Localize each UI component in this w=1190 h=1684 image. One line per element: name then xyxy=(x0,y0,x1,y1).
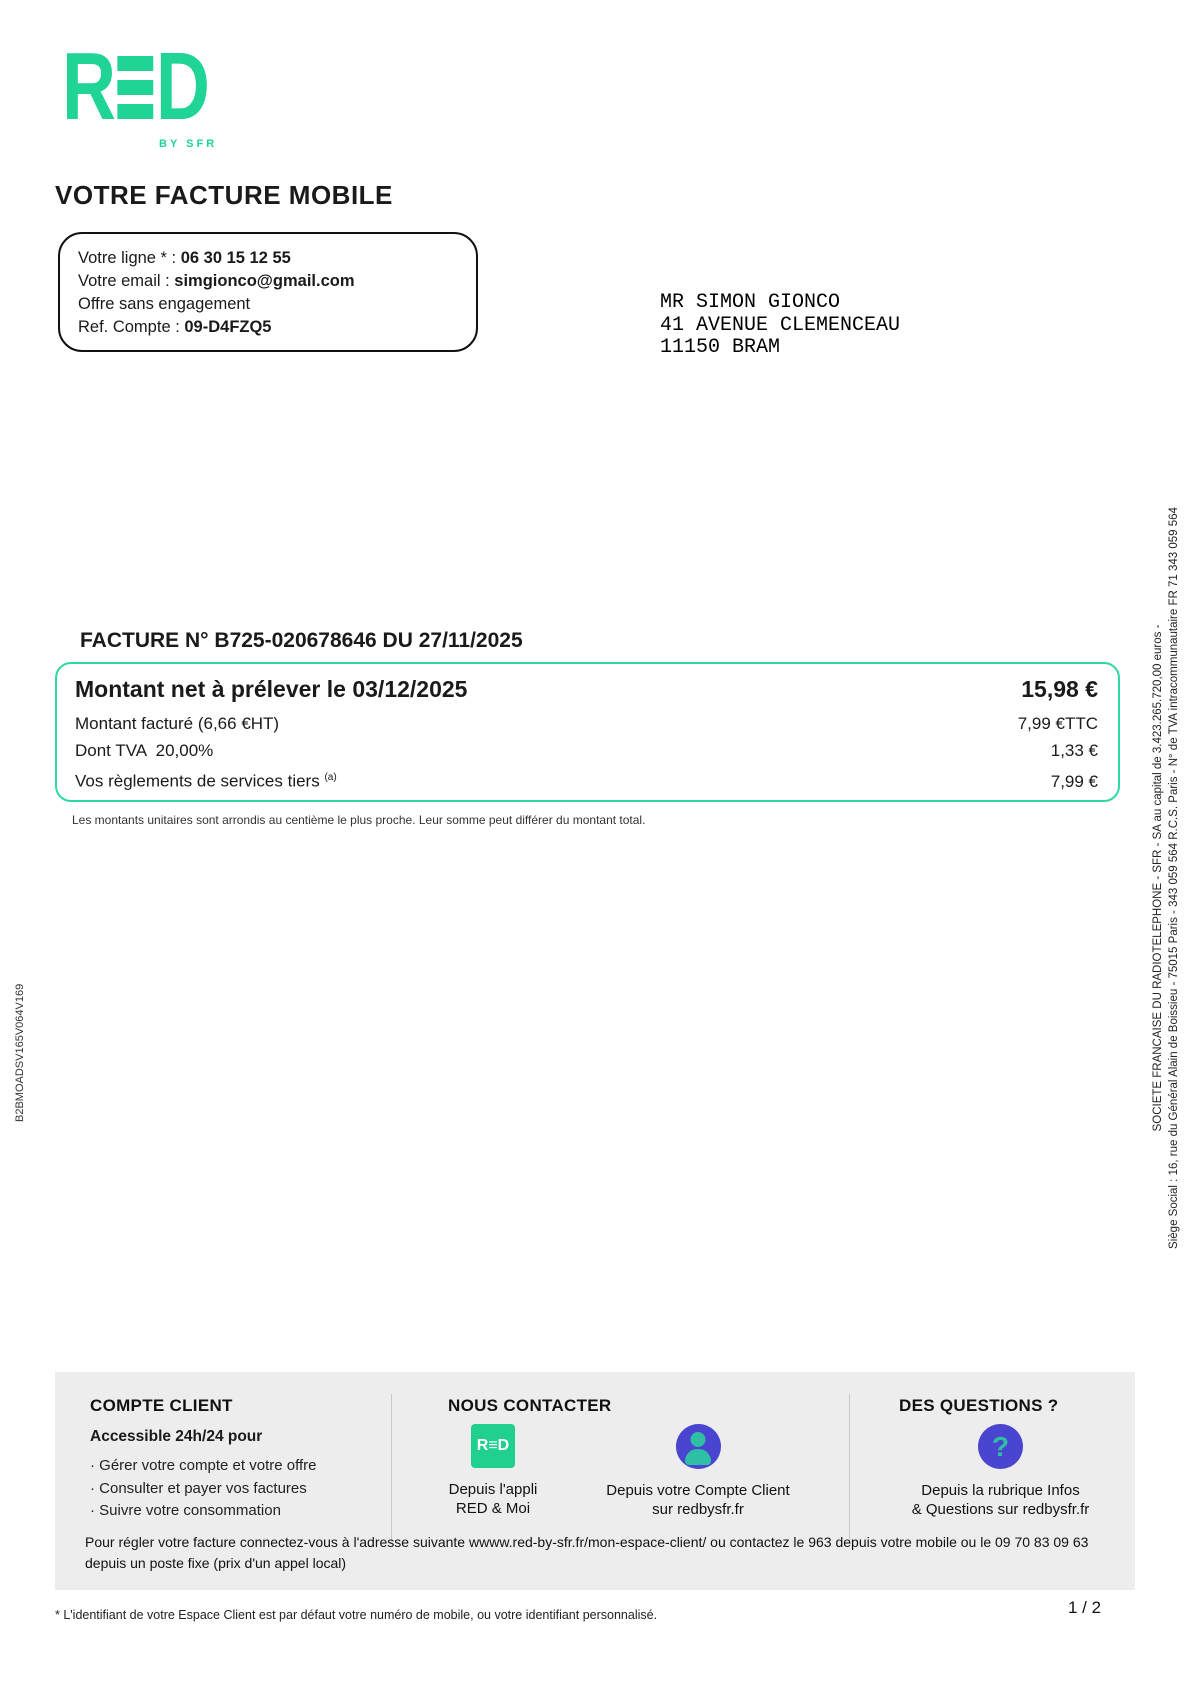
red-by-sfr-logo xyxy=(62,33,248,150)
footer-divider-2 xyxy=(849,1394,850,1542)
logo-e-bars-icon xyxy=(118,56,154,119)
question-mark-icon: ? xyxy=(978,1424,1023,1469)
footer-app-group xyxy=(413,1424,573,1518)
rounding-note: Les montants unitaires sont arrondis au centième le plus proche. Leur somme peut différer du montant total. xyxy=(72,813,646,827)
red-app-icon-glyph: R≡D xyxy=(476,1437,510,1454)
amount-row-vat: Dont TVA 20,00% 1,33 € xyxy=(75,737,1098,764)
footer-bullet-manage: · Gérer votre compte et votre offre xyxy=(90,1457,317,1474)
customer-email-value: simgionco@gmail.com xyxy=(174,272,355,290)
footer-account-column xyxy=(90,1428,390,1523)
recipient-name: MR SIMON GIONCO xyxy=(660,291,841,314)
amount-row-invoiced: Montant facturé (6,66 €HT) 7,99 €TTC xyxy=(75,710,1098,737)
customer-phone-value: 06 30 15 12 55 xyxy=(180,249,291,267)
footer-questions-group xyxy=(893,1424,1108,1519)
legal-line-2: Siège Social : 16, rue du Général Alain de Boissieu - 75015 Paris - 343 059 564 R.C.S. Paris - N° de TVA intracommunautaire FR 71 343 059 564 xyxy=(1167,507,1180,1249)
customer-line-email: Votre email : simgionco@gmail.com xyxy=(78,272,355,290)
print-code-vertical: B2BMOADSV165V064V169 xyxy=(14,983,26,1122)
amount-title-row xyxy=(75,676,1098,703)
logo-word xyxy=(62,33,207,140)
customer-line-account-ref: Ref. Compte : 09-D4FZQ5 xyxy=(78,318,272,336)
recipient-city: 11150 BRAM xyxy=(660,336,781,359)
footer-help-panel xyxy=(55,1372,1135,1590)
amount-row-third-party: Vos règlements de services tiers $^{(a)}$ 7,99 € xyxy=(75,764,1098,795)
amount-box-title: Montant net à prélever le 03/12/2025 xyxy=(75,676,468,702)
logo-letter-r: R xyxy=(62,33,113,140)
amount-third-party-value: 7,99 € xyxy=(1050,771,1098,791)
footer-heading-questions: DES QUESTIONS ? xyxy=(899,1396,1059,1415)
footer-client-caption: Depuis votre Compte Client sur redbysfr.fr xyxy=(606,1482,790,1518)
recipient-street: 41 AVENUE CLEMENCEAU xyxy=(660,313,901,337)
customer-line-phone: Votre ligne * : 06 30 15 12 55 xyxy=(78,249,291,267)
person-icon xyxy=(676,1424,721,1469)
legal-line-1: SOCIETE FRANCAISE DU RADIOTELEPHONE - SFR - SA au capital de 3.423.265.720,00 euros - xyxy=(1152,624,1164,1132)
amount-invoiced-value: 7,99 €TTC xyxy=(1017,714,1098,733)
invoice-number-heading: FACTURE N° B725-020678646 DU 27/11/2025 xyxy=(80,629,523,652)
amount-summary-box xyxy=(55,662,1120,802)
page-indicator: 1 / 2 xyxy=(1068,1598,1102,1617)
footer-heading-contact: NOUS CONTACTER xyxy=(448,1396,612,1415)
footer-bullet-usage: · Suivre votre consommation xyxy=(90,1502,281,1519)
footer-pay-note: Pour régler votre facture connectez-vous à l'adresse suivante wwww.red-by-sfr.fr/mon-espace-client/ ou contactez le 963 depuis votre mobile ou le 09 70 83 09 63 depuis un poste fixe (prix d'un appel local) xyxy=(85,1534,1089,1571)
footer-client-account-group xyxy=(583,1424,813,1519)
customer-account-ref-value: 09-D4FZQ5 xyxy=(184,318,272,336)
footer-divider-1 xyxy=(391,1394,392,1542)
total-amount: 15,98 € xyxy=(1021,676,1098,702)
footer-account-subheading: Accessible 24h/24 pour xyxy=(90,1428,263,1445)
logo-by-sfr: BY SFR xyxy=(159,138,218,150)
red-app-icon xyxy=(471,1424,515,1468)
recipient-address xyxy=(660,292,900,360)
customer-info-box xyxy=(58,232,478,352)
legal-text-vertical xyxy=(1151,478,1182,1278)
customer-line-offer: Offre sans engagement xyxy=(78,295,251,313)
page-title: VOTRE FACTURE MOBILE xyxy=(55,180,393,210)
identifier-footnote: * L'identifiant de votre Espace Client est par défaut votre numéro de mobile, ou votre identifiant personnalisé. xyxy=(55,1608,658,1622)
footer-questions-caption: Depuis la rubrique Infos & Questions sur redbysfr.fr xyxy=(911,1482,1090,1518)
footer-heading-account: COMPTE CLIENT xyxy=(90,1396,233,1415)
footer-app-caption: Depuis l'appli RED & Moi xyxy=(448,1481,538,1517)
footer-bullet-pay: · Consulter et payer vos factures xyxy=(90,1479,307,1497)
footnote-a-marker: (a) xyxy=(324,772,337,783)
amount-vat-value: 1,33 € xyxy=(1050,741,1098,760)
logo-letter-d: D xyxy=(155,33,207,140)
